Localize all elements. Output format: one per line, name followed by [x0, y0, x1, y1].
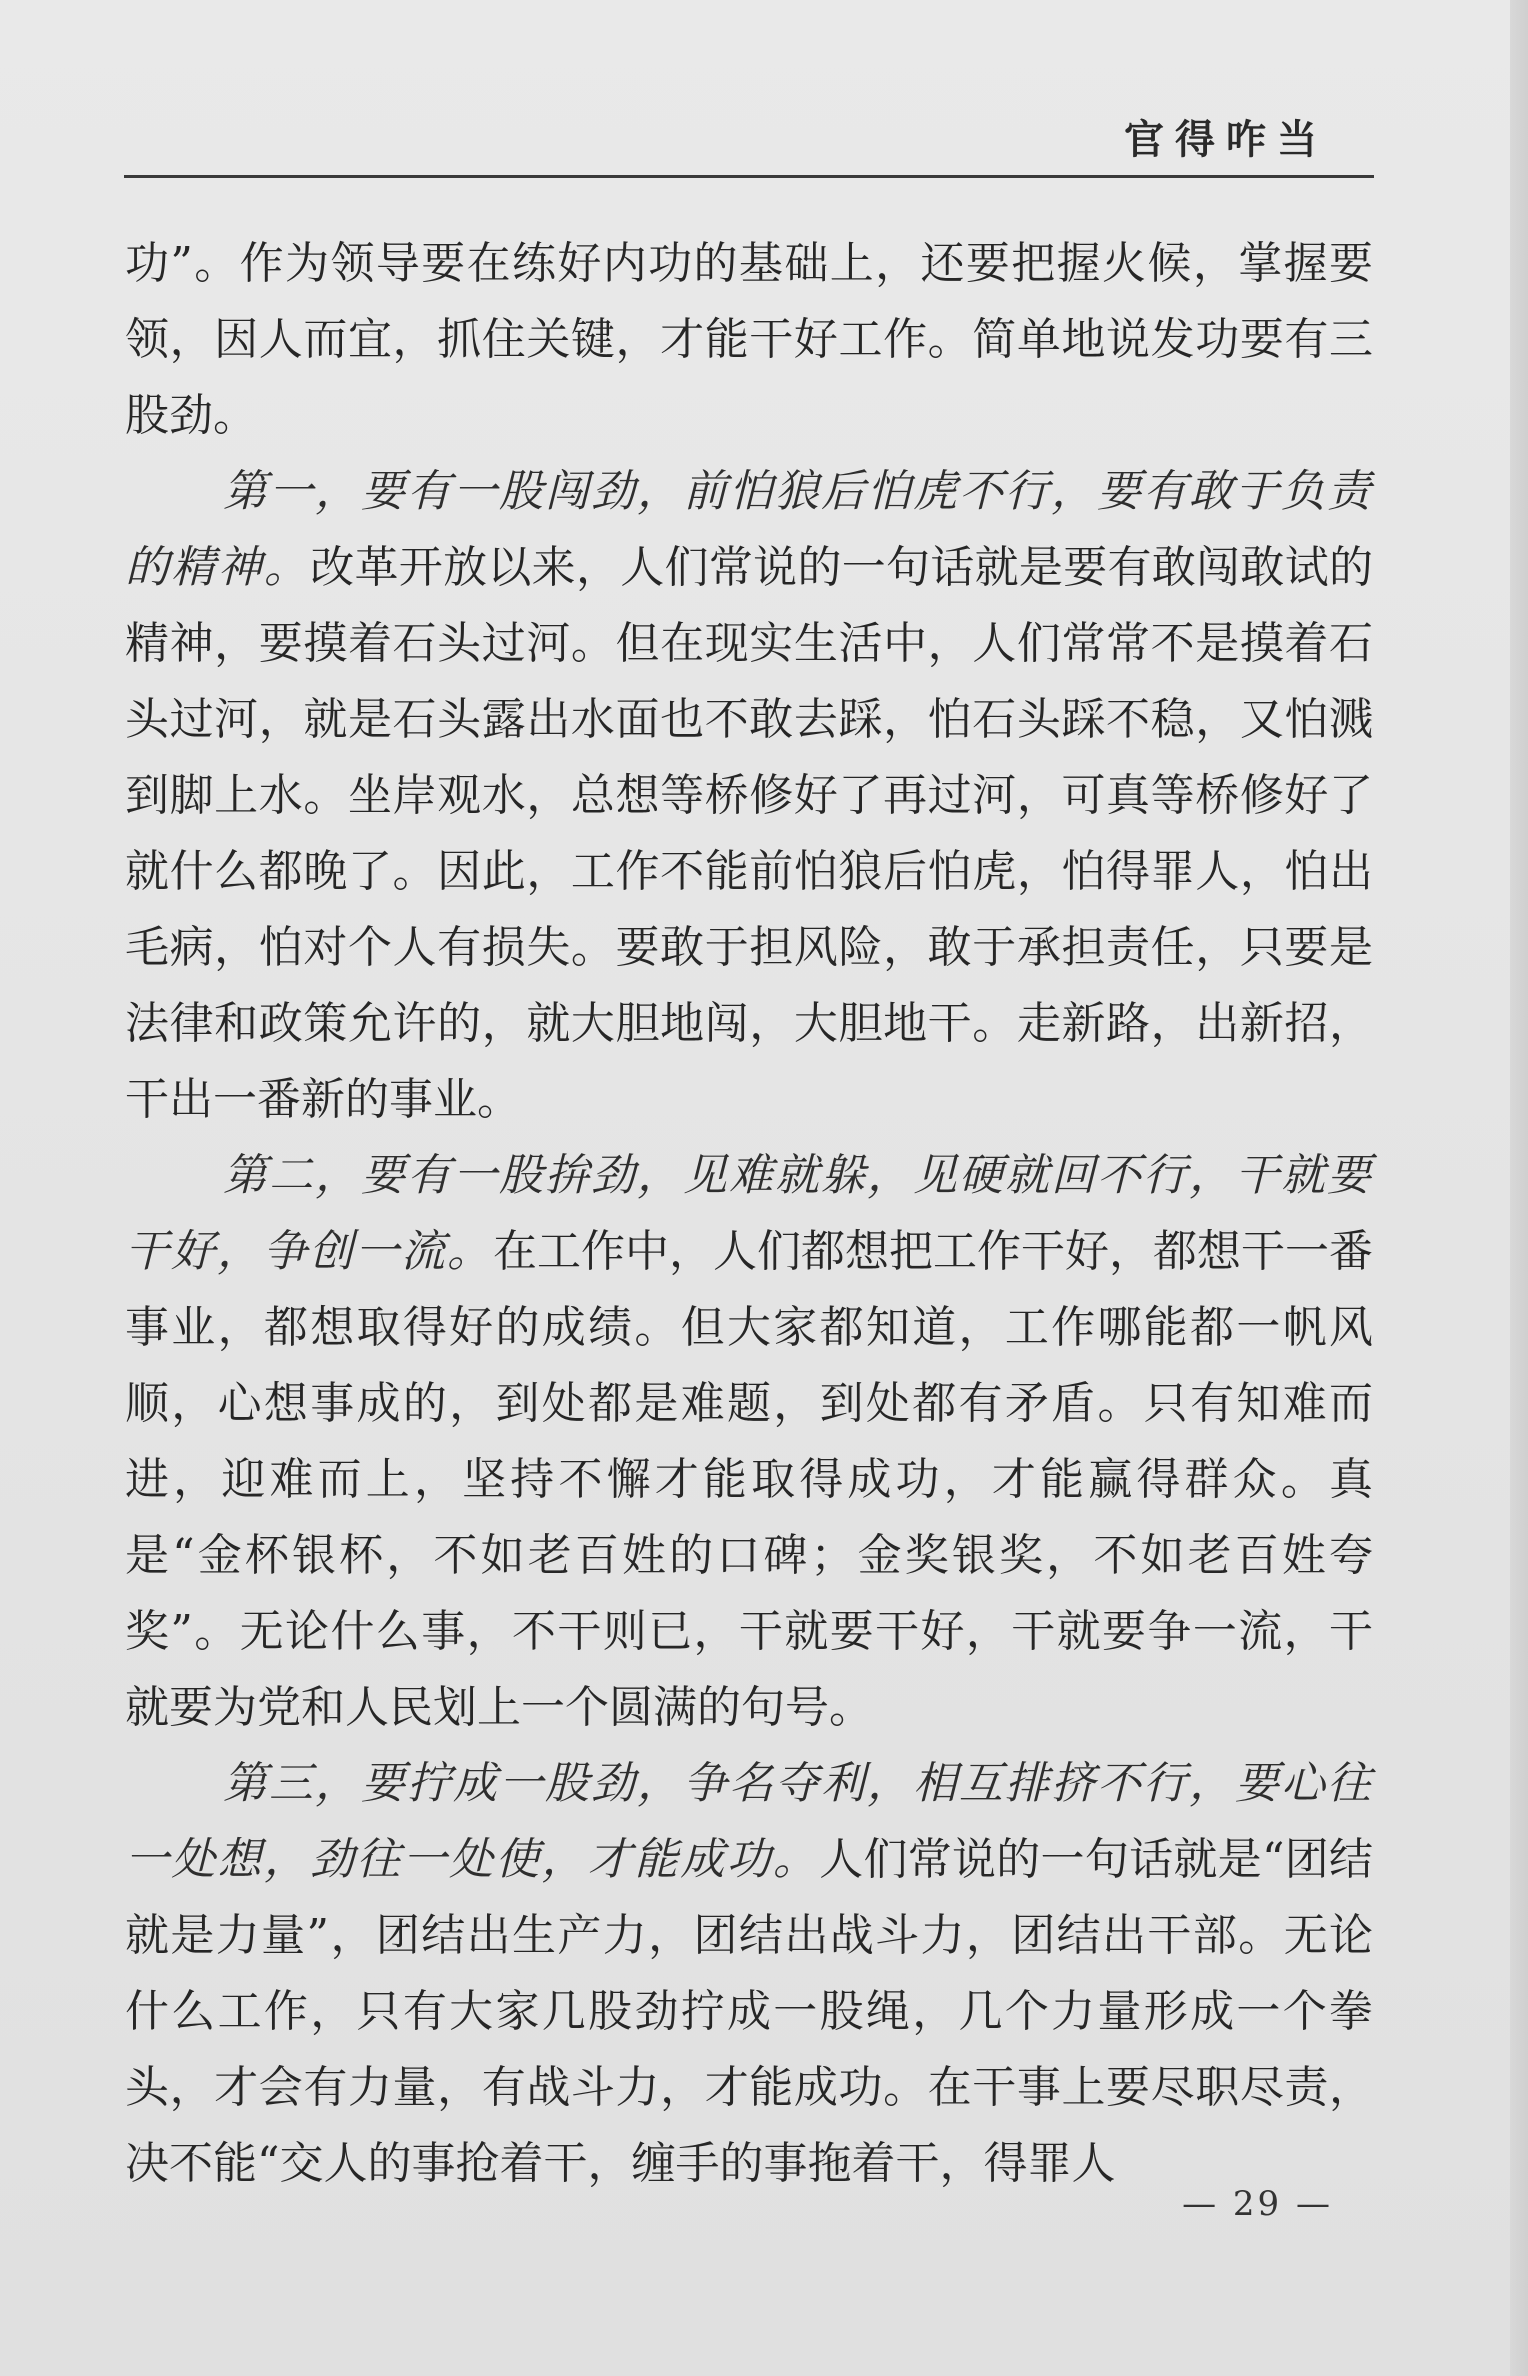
paragraph-first-point [125, 454, 1373, 1138]
header-rule [124, 175, 1374, 178]
paragraph-lead: 第一，要有一股闯劲，前怕狼后怕虎不行，要有敢于负责的精神。 [125, 466, 1373, 593]
paragraph-lead: 第三，要拧成一股劲，争名夺利，相互排挤不行，要心往一处想，劲往一处使，才能成功。 [125, 1758, 1373, 1885]
page-number: — 29 — [1182, 2184, 1333, 2224]
running-header-title: 官得咋当 [1124, 117, 1328, 163]
paragraph-text: 改革开放以来，人们常说的一句话就是要有敢闯敢试的精神，要摸着石头过河。但在现实生活中，人们常常不是摸着石头过河，就是石头露出水面也不敢去踩，怕石头踩不稳，又怕溅到脚上水。坐岸观水，总想等桥修好了再过河，可真等桥修好了就什么都晚了。因此，工作不能前怕狼后怕虎，怕得罪人，怕出毛病，怕对个人有损失。要敢于担风险，敢于承担责任，只要是法律和政策允许的，就大胆地闯，大胆地干。走新路，出新招，干出一番新的事业。 [125, 542, 1374, 1125]
paragraph-text: 人们常说的一句话就是“团结就是力量”，团结出生产力，团结出战斗力，团结出干部。无论什么工作，只有大家几股劲拧成一股绳，几个力量形成一个拳头，才会有力量，有战斗力，才能成功。在干事上要尽职尽责，决不能“交人的事抢着干，缠手的事拖着干，得罪人 [125, 1834, 1373, 2189]
paragraph-lead: 第二，要有一股拚劲，见难就躲，见硬就回不行，干就要干好，争创一流。 [125, 1150, 1373, 1277]
paragraph-text: 功”。作为领导要在练好内功的基础上，还要把握火候，掌握要领，因人而宜，抓住关键，才能干好工作。简单地说发功要有三股劲。 [125, 238, 1373, 441]
body-text [125, 226, 1373, 2202]
page-edge-shadow [1510, 0, 1528, 2376]
paragraph-second-point [125, 1138, 1373, 1746]
paragraph-text: 在工作中，人们都想把工作干好，都想干一番事业，都想取得好的成绩。但大家都知道，工作哪能都一帆风顺，心想事成的，到处都是难题，到处都有矛盾。只有知难而进，迎难而上，坚持不懈才能取得成功，才能赢得群众。真是“金杯银杯，不如老百姓的口碑；金奖银奖，不如老百姓夸奖”。无论什么事，不干则已，干就要干好，干就要争一流，干就要为党和人民划上一个圆满的句号。 [125, 1226, 1373, 1733]
paragraph-third-point [125, 1746, 1373, 2202]
paragraph-continuation [125, 226, 1373, 454]
